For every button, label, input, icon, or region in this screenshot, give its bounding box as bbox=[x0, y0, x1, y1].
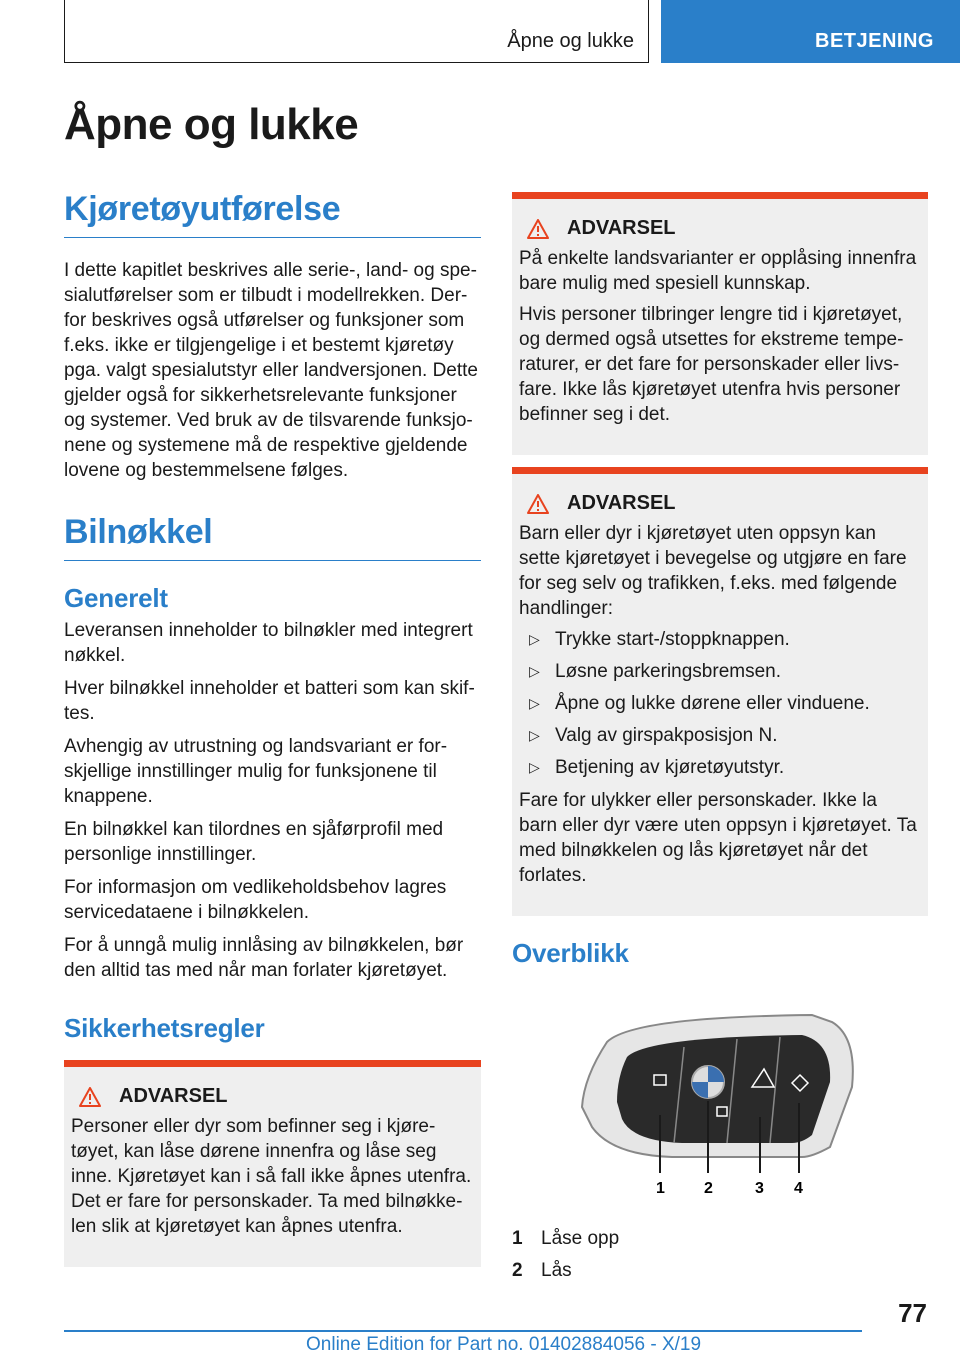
bullet-triangle-icon: ▷ bbox=[529, 631, 540, 647]
warning-triangle-icon bbox=[79, 1087, 101, 1107]
car-key-figure bbox=[512, 1007, 928, 1207]
list-item: ▷ Valg av girspakposisjon N. bbox=[529, 725, 778, 746]
warning-header bbox=[527, 217, 920, 240]
general-paragraph: Leveransen inneholder to bilnøkler med integrert nøkkel. bbox=[64, 620, 473, 666]
left-column bbox=[64, 190, 481, 1267]
callout-2: 2 bbox=[704, 1180, 713, 1197]
car-key-illustration bbox=[512, 1007, 928, 1207]
general-paragraph: Avhengig av utrustning og landsvariant er for-skjellige innstillinger mulig for funksjonene til knappene. bbox=[64, 736, 448, 807]
warning-outro: Fare for ulykker eller personskader. Ikke la barn eller dyr være uten oppsyn i kjøretøyet. Ta med bilnøkkelen og lås kjøretøyet når det forlates. bbox=[519, 790, 917, 886]
page-header bbox=[0, 0, 960, 66]
warning-box bbox=[64, 1060, 481, 1267]
warning-header bbox=[527, 492, 920, 515]
general-paragraph: For å unngå mulig innlåsing av bilnøkkelen, bør den alltid tas med når man forlater kjøretøyet. bbox=[64, 935, 464, 981]
heading-safety-rules: Sikkerhetsregler bbox=[64, 1013, 265, 1043]
warning-text: Personer eller dyr som befinner seg i kjøre-tøyet, kan låse dørene innenfra og låse seg inne. Kjøretøyet kan i så fall ikke åpnes utenfra. Det er fare for personskader. Ta med bilnøkke-len slik at kjøretøyet kan åpnes utenfra. bbox=[71, 1116, 472, 1237]
heading-general: Generelt bbox=[64, 583, 168, 613]
heading-overview: Overblikk bbox=[512, 938, 629, 968]
warning-title: ADVARSEL bbox=[119, 1085, 228, 1107]
general-paragraph: For informasjon om vedlikeholdsbehov lagres servicedataene i bilnøkkelen. bbox=[64, 877, 447, 923]
legend-row bbox=[512, 1255, 928, 1287]
warning-header bbox=[79, 1085, 473, 1108]
warning-title: ADVARSEL bbox=[567, 217, 676, 239]
heading-vehicle-version: Kjøretøyutførelse bbox=[64, 190, 481, 238]
edition-note: Online Edition for Part no. 01402884056 - X/19 bbox=[306, 1334, 702, 1355]
warning-title: ADVARSEL bbox=[567, 492, 676, 514]
running-section-title: Åpne og lukke bbox=[507, 30, 634, 52]
general-paragraph: Hver bilnøkkel inneholder et batteri som kan skif-tes. bbox=[64, 678, 475, 724]
warning-text: På enkelte landsvarianter er opplåsing innenfra bare mulig med spesiell kunnskap. bbox=[519, 248, 917, 294]
warning-intro: Barn eller dyr i kjøretøyet uten oppsyn kan sette kjøretøyet i bevegelse og utgjøre en fare for seg selv og trafikken, f.eks. med følgende handlinger: bbox=[519, 523, 907, 619]
footer-rule bbox=[64, 1330, 862, 1332]
bullet-triangle-icon: ▷ bbox=[529, 759, 540, 775]
bullet-triangle-icon: ▷ bbox=[529, 663, 540, 679]
page-title: Åpne og lukke bbox=[64, 100, 359, 149]
vehicle-version-text: I dette kapitlet beskrives alle serie-, land- og spe-sialutførelser som er tilbudt i modellrekken. Der-for beskrives også utførelser og funksjoner som f.eks. ikke er tilgjengelige i et bestemt kjøretøy pga. valgt spesialutstyr eller landversjonen. Dette gjelder også for sikkerhetsrelevante funksjoner og systemer. Ved bruk av de tilsvarende funksjo-nene og systemene må de respektive gjeldende lovene og bestemmelsene følges. bbox=[64, 260, 479, 481]
legend-label: Låse opp bbox=[541, 1228, 620, 1249]
bullet-triangle-icon: ▷ bbox=[529, 727, 540, 743]
right-column bbox=[512, 192, 928, 1287]
warning-box bbox=[512, 192, 928, 455]
legend-label: Lås bbox=[541, 1260, 572, 1281]
warning-text: Hvis personer tilbringer lengre tid i kjøretøyet, og dermed også utsettes for ekstreme tempe-raturer, er det fare for personskader eller livs-fare. Ikke lås kjøretøyet utenfra hvis personer befinner seg i det. bbox=[519, 304, 904, 425]
warning-triangle-icon bbox=[527, 219, 549, 239]
warning-action-list bbox=[519, 627, 920, 780]
list-item: ▷ Løsne parkeringsbremsen. bbox=[529, 661, 781, 682]
callout-3: 3 bbox=[755, 1180, 764, 1197]
list-item: ▷ Åpne og lukke dørene eller vinduene. bbox=[529, 693, 870, 714]
callout-4: 4 bbox=[794, 1180, 803, 1197]
heading-car-key: Bilnøkkel bbox=[64, 513, 481, 561]
chapter-tab bbox=[661, 0, 960, 63]
legend-number: 1 bbox=[512, 1228, 523, 1249]
list-item: ▷ Betjening av kjøretøyutstyr. bbox=[529, 757, 785, 778]
list-item: ▷ Trykke start-/stoppknappen. bbox=[529, 629, 790, 650]
warning-triangle-icon bbox=[527, 494, 549, 514]
warning-box bbox=[512, 467, 928, 916]
bullet-triangle-icon: ▷ bbox=[529, 695, 540, 711]
callout-1: 1 bbox=[656, 1180, 665, 1197]
general-paragraph: En bilnøkkel kan tilordnes en sjåførprofil med personlige innstillinger. bbox=[64, 819, 444, 865]
chapter-tab-label: BETJENING bbox=[815, 30, 934, 52]
figure-legend bbox=[512, 1223, 928, 1287]
legend-number: 2 bbox=[512, 1260, 523, 1281]
page-number: 77 bbox=[898, 1298, 927, 1328]
legend-row bbox=[512, 1223, 928, 1255]
